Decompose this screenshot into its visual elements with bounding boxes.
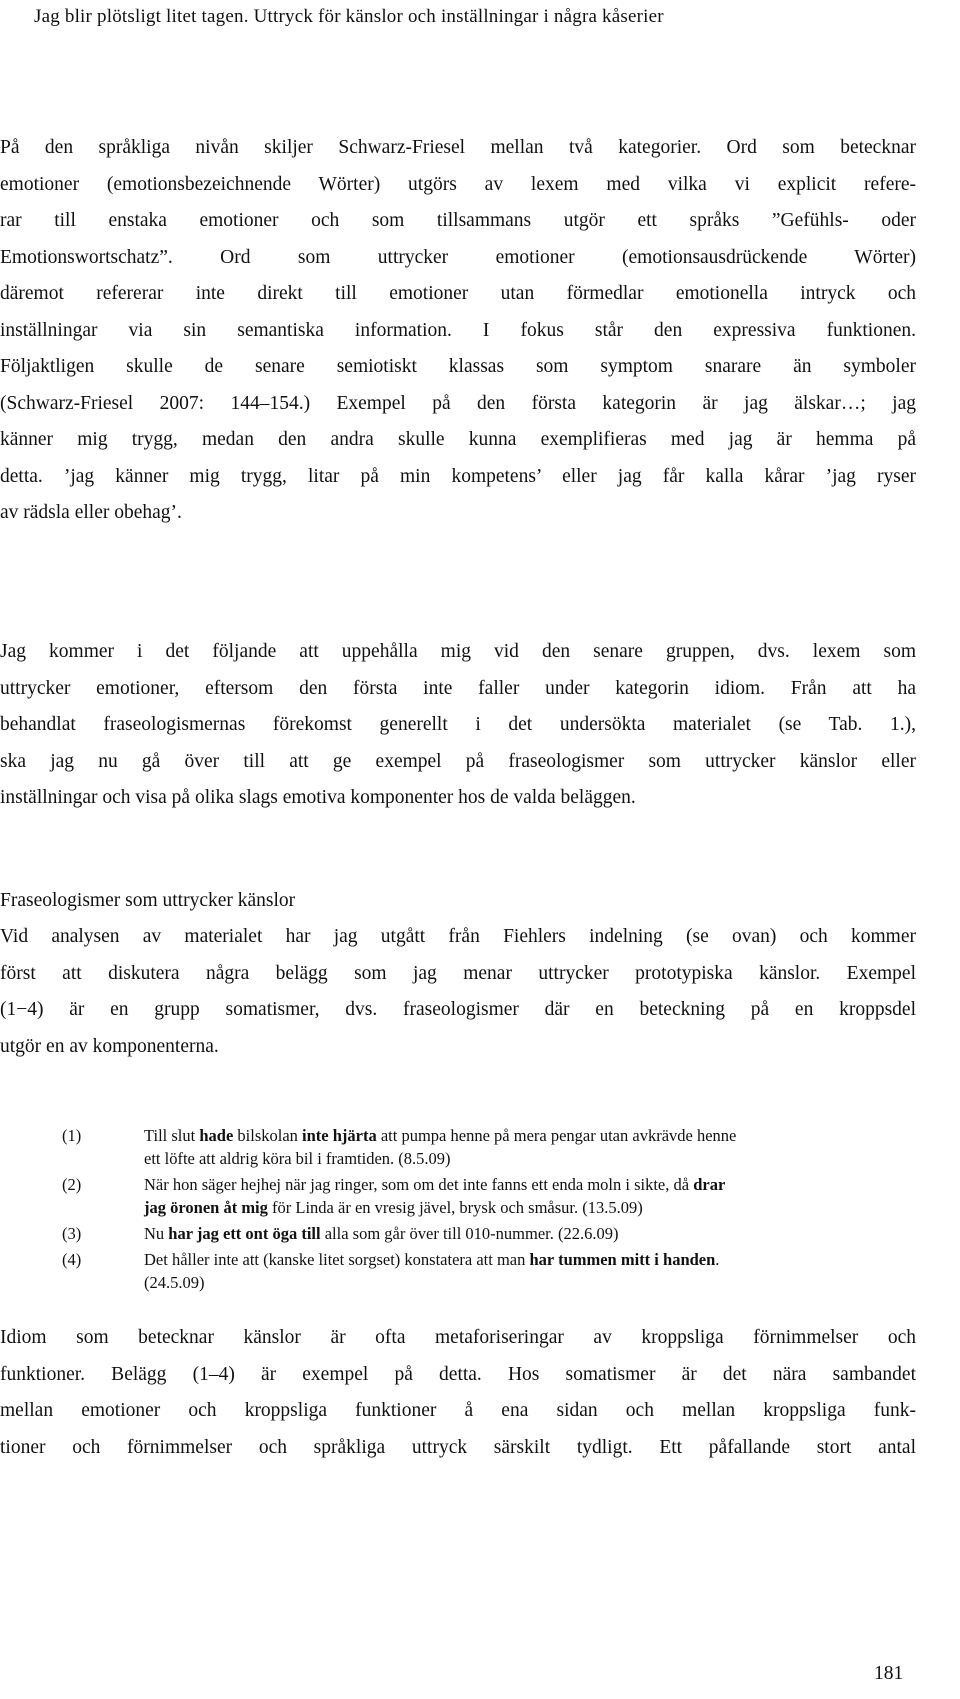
example-line [144,1124,930,1147]
idiom-highlight: har jag ett ont öga till [168,1224,321,1243]
text-line: inställningar och visa på olika slags emotiva komponenter hos de valda beläggen. [0,787,636,808]
idiom-highlight: hade [199,1126,234,1145]
text-segment: alla som går över till 010-nummer. (22.6.09) [320,1224,619,1243]
example-line [144,1196,930,1219]
text-line: inställningar via sin semantiska information. I fokus står den expressiva funktionen. [0,319,916,341]
text-line: Följaktligen skulle de senare semiotiskt klassas som symptom snarare än symboler [0,356,916,377]
text-line: (1−4) är en grupp somatismer, dvs. fraseologismer där en beteckning på en kroppsdel [0,999,916,1020]
text-line: behandlat fraseologismernas förekomst generellt i det undersökta materialet (se Tab. 1.), [0,714,916,735]
example-item [0,1124,930,1170]
example-number: (4) [62,1250,82,1269]
example-text [144,1248,930,1294]
paragraph-1 [0,130,916,532]
text-line: tioner och förnimmelser och språkliga uttryck särskilt tydligt. Ett påfallande stort antal [0,1436,916,1458]
text-segment: att pumpa henne på mera pengar utan avkrävde henne [376,1126,737,1145]
text-line: Vid analysen av materialet har jag utgått från Fiehlers indelning (se ovan) och kommer [0,926,916,947]
example-line [144,1248,930,1271]
text-line: funktioner. Belägg (1–4) är exempel på detta. Hos somatismer är det nära sambandet [0,1363,916,1385]
example-item [0,1173,930,1219]
paragraph-2 [0,634,916,817]
text-line: Emotionswortschatz”. Ord som uttrycker emotioner (emotionsausdrückende Wörter) [0,246,916,268]
example-line [144,1271,930,1294]
text-line: mellan emotioner och kroppsliga funktioner å ena sidan och mellan kroppsliga funk- [0,1400,916,1421]
text-segment: för Linda är en vresig jävel, brysk och småsur. (13.5.09) [267,1198,643,1217]
example-number: (3) [62,1224,82,1243]
text-line: emotioner (emotionsbezeichnende Wörter) utgörs av lexem med vilka vi explicit refere- [0,173,916,195]
text-segment: . [715,1250,720,1269]
example-text [144,1173,930,1219]
idiom-highlight: har tummen mitt i handen [529,1250,716,1269]
example-number: (2) [62,1175,82,1194]
idiom-highlight: inte hjärta [302,1126,377,1145]
example-list [0,1124,930,1294]
running-header: Jag blir plötsligt litet tagen. Uttryck för känslor och inställningar i några kåserier [34,6,664,27]
example-item [0,1222,930,1245]
text-line: (Schwarz-Friesel 2007: 144–154.) Exempel på den första kategorin är jag älskar…; jag [0,392,916,414]
text-line: utgör en av komponenterna. [0,1035,219,1057]
text-line: uttrycker emotioner, eftersom den första inte faller under kategorin idiom. Från att ha [0,677,916,699]
example-line [144,1173,930,1196]
paragraph-3 [0,919,916,1065]
text-line: detta. ’jag känner mig trygg, litar på min kompetens’ eller jag får kalla kårar ’jag ryser [0,465,916,487]
text-line: Jag kommer i det följande att uppehålla mig vid den senare gruppen, dvs. lexem som [0,641,916,662]
idiom-highlight: jag öronen åt mig [144,1198,268,1217]
example-item [0,1248,930,1294]
idiom-highlight: drar [693,1175,726,1194]
text-line: däremot refererar inte direkt till emotioner utan förmedlar emotionella intryck och [0,283,916,304]
page-number: 181 [874,1663,904,1684]
text-segment: Nu [144,1224,169,1243]
section-heading: Fraseologismer som uttrycker känslor [0,890,296,911]
text-line: känner mig trygg, medan den andra skulle kunna exemplifieras med jag är hemma på [0,429,916,450]
text-line: På den språkliga nivån skiljer Schwarz-Friesel mellan två kategorier. Ord som betecknar [0,137,916,158]
text-line: ska jag nu gå över till att ge exempel på fraseologismer som uttrycker känslor eller [0,750,916,772]
example-number: (1) [62,1126,82,1145]
text-line: först att diskutera några belägg som jag menar uttrycker prototypiska känslor. Exempel [0,962,916,984]
text-segment: När hon säger hejhej när jag ringer, som om det inte fanns ett enda moln i sikte, då [144,1175,694,1194]
text-line: av rädsla eller obehag’. [0,502,182,523]
example-text [144,1222,930,1245]
text-line: rar till enstaka emotioner och som tillsammans utgör ett språks ”Gefühls- oder [0,210,916,231]
text-segment: ett löfte att aldrig köra bil i framtiden. (8.5.09) [144,1149,451,1168]
example-line [144,1147,930,1170]
example-line [144,1222,930,1245]
text-segment: (24.5.09) [144,1273,205,1292]
paragraph-4 [0,1320,916,1466]
text-segment: bilskolan [233,1126,303,1145]
text-segment: Det håller inte att (kanske litet sorgset) konstatera att man [144,1250,530,1269]
text-segment: Till slut [144,1126,200,1145]
example-text [144,1124,930,1170]
text-line: Idiom som betecknar känslor är ofta metaforiseringar av kroppsliga förnimmelser och [0,1327,916,1348]
